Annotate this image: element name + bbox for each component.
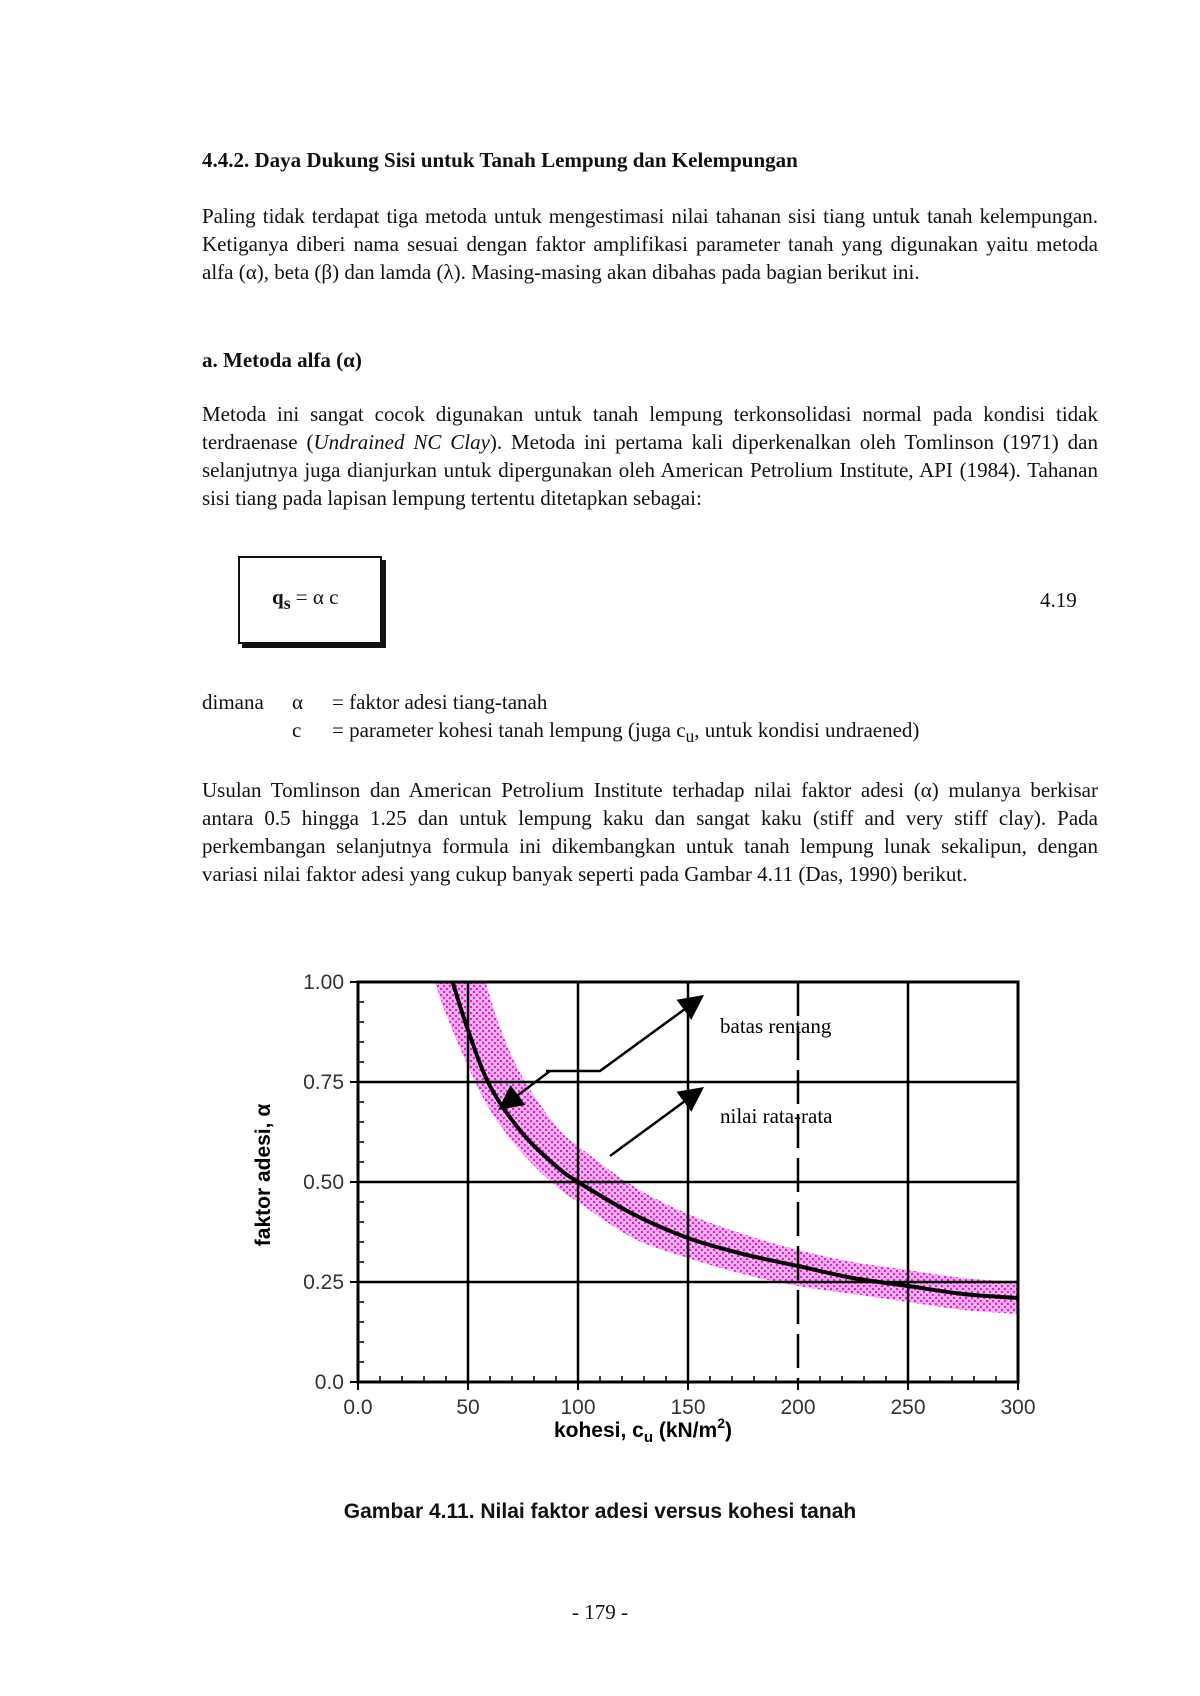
figure-caption: Gambar 4.11. Nilai faktor adesi versus kohesi tanah: [343, 1500, 857, 1523]
arrow-range-line: [546, 998, 700, 1071]
formula-rhs: = α c: [290, 584, 339, 609]
definition-row: [202, 716, 919, 750]
formula: [272, 583, 338, 617]
definition-text: = parameter kohesi tanah lempung (juga $c_u$, untuk kondisi undraened): [332, 718, 920, 747]
x-axis-label: kohesi, $c_u$ $(kN/m^2)$: [553, 1415, 733, 1446]
formula-box: [238, 556, 382, 644]
paragraph-alpha-part1: Metoda ini sangat cocok digunakan untuk tanah lempung terkonsolidasi normal pada kondisi tidak terdraenase (: [202, 402, 1098, 454]
adhesion-factor-chart: [230, 940, 1050, 1460]
y-tick-label: 0.75: [303, 1071, 344, 1094]
x-tick-label: 200: [780, 1396, 816, 1419]
subsection-title: a. Metoda alfa (α): [202, 348, 362, 372]
definition-symbol: c: [292, 718, 302, 742]
arrow-mean: [610, 1090, 700, 1156]
formula-lhs-sub: s: [283, 593, 291, 614]
x-tick-label: 300: [1000, 1396, 1036, 1419]
definition-lead: dimana: [202, 690, 264, 714]
definitions: [202, 688, 919, 750]
y-tick-label: 0.0: [314, 1371, 344, 1394]
definition-text: = faktor adesi tiang-tanah: [332, 690, 548, 714]
page-number: - 179 -: [572, 1600, 628, 1624]
y-tick-label: 0.50: [303, 1171, 344, 1194]
paragraph-alpha-method: [202, 400, 1098, 512]
x-tick-label: 150: [670, 1396, 706, 1419]
section-title: 4.4.2. Daya Dukung Sisi untuk Tanah Lempung dan Kelempungan: [202, 148, 798, 172]
definition-row: [202, 688, 919, 716]
definition-symbol: α: [292, 690, 304, 714]
x-tick-label: 50: [456, 1396, 480, 1419]
annotation-mean: nilai rata-rata: [720, 1104, 833, 1128]
paragraph-intro: Paling tidak terdapat tiga metoda untuk mengestimasi nilai tahanan sisi tiang untuk tanah kelempungan. Ketiganya diberi nama sesuai dengan faktor amplifikasi parameter tanah yang digunakan yaitu metoda alfa (α), beta (β) dan lamda (λ). Masing-masing akan dibahas pada bagian berikut ini.: [202, 204, 1098, 284]
paragraph-tomlinson: Usulan Tomlinson dan American Petrolium Institute terhadap nilai faktor adesi (α) mulanya berkisar antara 0.5 hingga 1.25 dan untuk lempung kaku dan sangat kaku (stiff and very stiff clay). Pada perkembangan selanjutnya formula ini dikembangkan untuk tanah lempung lunak sekalipun, dengan variasi nilai faktor adesi yang cukup banyak seperti pada Gambar 4.11 (Das, 1990) berikut.: [202, 778, 1098, 886]
equation-number: 4.19: [1040, 588, 1077, 612]
y-tick-label: 0.25: [303, 1271, 344, 1294]
x-tick-label: 250: [890, 1396, 926, 1419]
y-axis-label: faktor adesi, α: [252, 1103, 275, 1247]
x-tick-label: 0.0: [343, 1396, 373, 1419]
annotation-range: batas rentang: [720, 1014, 832, 1038]
paragraph-alpha-part2: ). Metoda ini pertama kali diperkenalkan oleh Tomlinson (1971) dan selanjutnya juga dianjurkan untuk dipergunakan oleh American Petrolium Institute, API (1984). Tahanan sisi tiang pada lapisan lempung tertentu ditetapkan sebagai:: [202, 430, 1098, 510]
x-tick-label: 100: [560, 1396, 596, 1419]
formula-lhs: q: [272, 584, 284, 609]
paragraph-alpha-italic: Undrained NC Clay: [313, 430, 490, 454]
y-tick-label: 1.00: [303, 971, 344, 994]
